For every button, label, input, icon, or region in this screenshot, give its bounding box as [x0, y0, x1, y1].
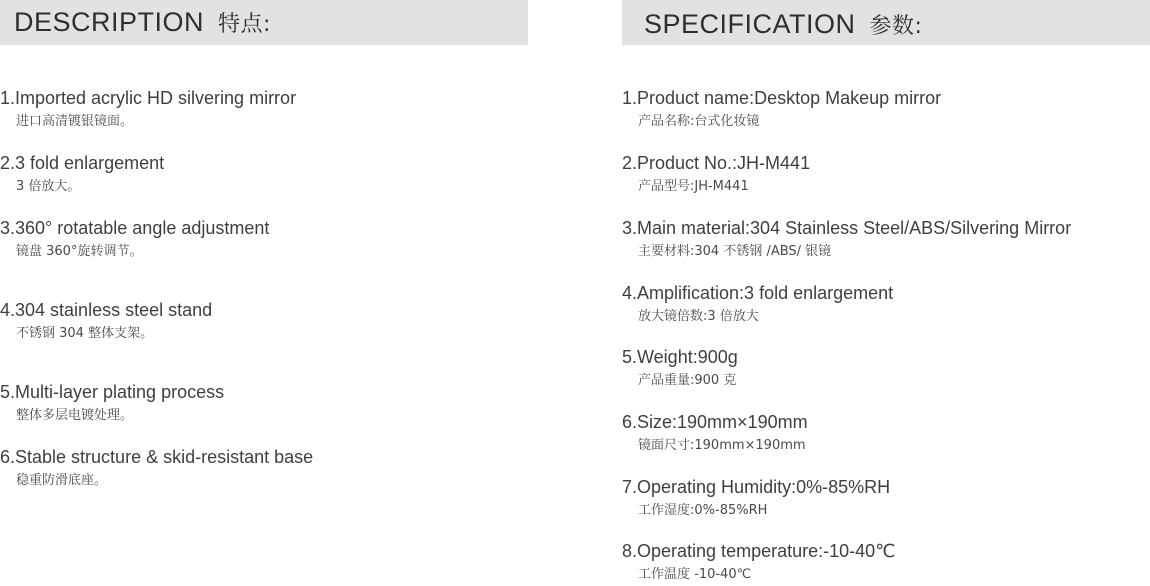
description-item-zh: 稳重防滑底座。	[16, 473, 108, 488]
description-item-en: 2.3 fold enlargement	[0, 153, 165, 173]
specification-item-zh: 产品重量:900 克	[638, 373, 737, 388]
description-panel	[0, 0, 528, 488]
description-title-zh: 特点:	[218, 12, 271, 37]
specification-item-en: 7.Operating Humidity:0%-85%RH	[622, 477, 891, 497]
description-item	[0, 299, 212, 343]
specification-item-en: 6.Size:190mm×190mm	[622, 412, 808, 432]
description-item-zh: 不锈钢 304 整体支架。	[16, 326, 154, 341]
specification-item	[622, 217, 1071, 261]
description-item	[0, 381, 224, 425]
description-title-en: DESCRIPTION	[14, 7, 205, 37]
specification-item-en: 8.Operating temperature:-10-40℃	[622, 541, 896, 561]
specification-item-zh: 放大镜倍数:3 倍放大	[638, 309, 759, 324]
specification-item	[622, 411, 808, 455]
specification-item-zh: 主要材料:304 不锈钢 /ABS/ 银镜	[638, 244, 832, 259]
specification-item-en: 1.Product name:Desktop Makeup mirror	[622, 88, 942, 108]
description-item-zh: 进口高清镀银镜面。	[16, 114, 134, 129]
description-item	[0, 217, 269, 261]
specification-title-en: SPECIFICATION	[644, 9, 856, 39]
specification-item	[622, 282, 893, 326]
description-item-zh: 整体多层电镀处理。	[16, 408, 134, 423]
description-item-en: 6.Stable structure & skid-resistant base	[0, 447, 314, 467]
description-item-en: 4.304 stainless steel stand	[0, 300, 213, 320]
specification-item	[622, 346, 738, 390]
specification-item-zh: 产品型号:JH-M441	[638, 179, 749, 194]
specification-item-zh: 工作湿度:0%-85%RH	[638, 503, 768, 518]
specification-item	[622, 152, 810, 196]
description-item-en: 1.Imported acrylic HD silvering mirror	[0, 88, 297, 108]
specification-item	[622, 476, 890, 520]
description-item	[0, 446, 313, 490]
specification-item-en: 2.Product No.:JH-M441	[622, 153, 811, 173]
description-item-en: 3.360° rotatable angle adjustment	[0, 218, 270, 238]
specification-item-zh: 工作温度 -10-40℃	[638, 567, 752, 582]
description-header	[0, 0, 528, 45]
specification-item	[622, 540, 895, 584]
specification-item-zh: 镜面尺寸:190mm×190mm	[638, 438, 806, 453]
specification-title-zh: 参数:	[869, 14, 923, 39]
specification-panel	[622, 0, 1150, 582]
description-item-zh: 3 倍放大。	[16, 179, 81, 194]
specification-item	[622, 87, 941, 131]
specification-item-en: 4.Amplification:3 fold enlargement	[622, 283, 894, 303]
description-item-en: 5.Multi-layer plating process	[0, 382, 225, 402]
description-item-zh: 镜盘 360°旋转调节。	[16, 244, 143, 259]
description-item	[0, 87, 296, 131]
description-item	[0, 152, 164, 196]
specification-item-en: 5.Weight:900g	[622, 347, 738, 367]
specification-item-en: 3.Main material:304 Stainless Steel/ABS/Silvering Mirror	[622, 218, 1072, 238]
specification-item-zh: 产品名称:台式化妆镜	[638, 114, 760, 129]
specification-header	[622, 0, 1150, 45]
